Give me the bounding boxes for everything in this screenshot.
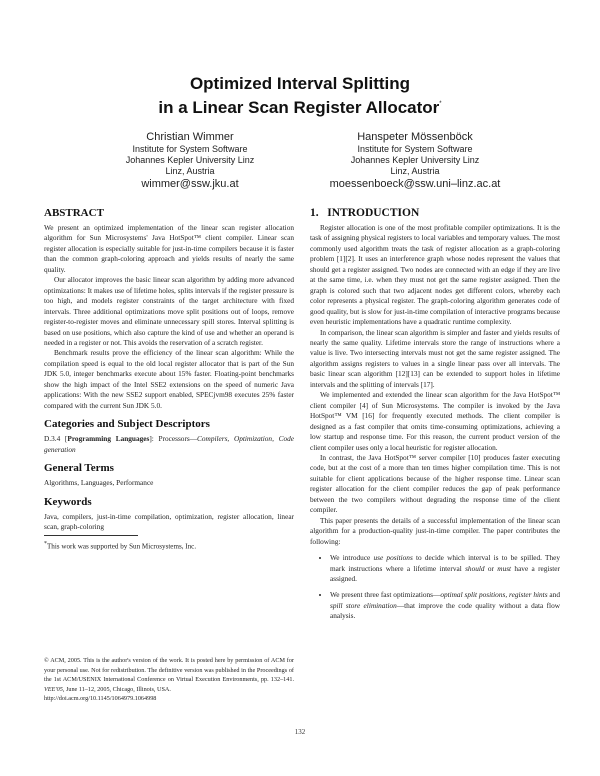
- author-location: Linz, Austria: [165, 166, 215, 176]
- paper-title: [0, 73, 600, 118]
- author-block-1: [80, 131, 300, 192]
- abstract-heading: ABSTRACT: [44, 207, 104, 219]
- title-line-2: in a Linear Scan Register Allocator*: [158, 98, 442, 117]
- author-name: Hanspeter Mössenböck: [357, 131, 473, 143]
- author-institute: Institute for System Software: [357, 144, 473, 154]
- list-item: • We present three fast optimizations—optimal split positions, register hints and spill store elimination—that improve the code quality without a data flow analysis.: [330, 590, 560, 621]
- doi-link[interactable]: http://doi.acm.org/10.1145/1064979.1064998: [44, 695, 157, 702]
- intro-paragraph: We implemented and extended the linear scan algorithm for the Java HotSpot™ client compiler [4] of Sun Microsystems. The compiler is invoked by the Java HotSpot™ VM [16] for frequently executed methods. The client compiler is designed as a fast compiler that omits time-consuming optimizations, achieving a low startup and response time. For this reason, the current product version of the client compiler uses only a local heuristic for register allocation.: [310, 390, 560, 452]
- abstract-paragraph: We present an optimized implementation of the linear scan register allocation algorithm for Sun Microsystems' Java HotSpot™ client compiler. Linear scan register allocation is especially suitable for just-in-time compilers because it is faster than the common graph-coloring approach and yields results of nearly the same quality.: [44, 223, 294, 274]
- categories-text: D.3.4 [Programming Languages]: Processors—Compilers, Optimization, Code generation: [44, 434, 294, 454]
- contributions-list: [310, 553, 560, 622]
- general-terms-heading: General Terms: [44, 462, 114, 475]
- title-line-1: Optimized Interval Splitting: [189, 74, 411, 93]
- author-name: Christian Wimmer: [146, 131, 234, 143]
- author-block-2: [300, 131, 530, 192]
- author-email[interactable]: wimmer@ssw.jku.at: [141, 178, 239, 190]
- copyright-notice: © ACM, 2005. This is the author's version of the work. It is posted here by permission of ACM for your personal use. Not for redistribution. The definitive version was published in the Proceedings of the 1st ACM/USENIX International Conference on Virtual Execution Environments, pp. 132–141. VEE'05, June 11–12, 2005, Chicago, Illinois, USA. http://doi.acm.org/10.1145/1064979.1064998: [44, 657, 294, 702]
- general-terms-text: Algorithms, Languages, Performance: [44, 478, 154, 488]
- page-number: 132: [294, 728, 306, 736]
- abstract-paragraph: Benchmark results prove the efficiency of the linear scan algorithm: While the compilation speed is equal to the old local register allocator that is part of the Sun JDK 5.0, integer benchmarks execute about 15% faster. Floating-point benchmarks show the high impact of the Intel SSE2 extensions on the speed of numeric Java applications: With the new SSE2 support enabled, SPECjvm98 executes 25% faster compared with the current Sun JDK 5.0.: [44, 348, 294, 410]
- introduction-heading: 1. INTRODUCTION: [310, 207, 420, 219]
- author-location: Linz, Austria: [390, 166, 440, 176]
- keywords-text: Java, compilers, just-in-time compilation, optimization, register allocation, linear scan, graph-coloring: [44, 511, 294, 531]
- intro-paragraph: Register allocation is one of the most profitable compiler optimizations. It is the task of assigning physical registers to local variables and temporary values. The most commonly used algorithm treats the task of register allocation as a graph-coloring problem [1][2]. It uses an interference graph whose nodes represent the values that should get a register assigned. Two nodes are connected with an edge if they are live at the same time, i.e. when they must not get the same register assigned. Then the graph is colored such that two adjacent nodes get different colors, whereby each color represents a physical register. The graph-coloring algorithm generates code of good quality, but is slow for just-in-time compilation of interactive programs because even heuristic implementations have a quadratic runtime complexity.: [310, 223, 560, 327]
- intro-paragraph: In comparison, the linear scan algorithm is simpler and faster and yields results of nearly the same quality. Lifetime intervals store the range of instructions where a value is live. Two intersecting intervals must not get the same register assigned. The algorithm assigns registers to values in a single linear pass over all intervals. The basic linear scan algorithm [12][13] can be extended to support holes in lifetime intervals and the splitting of intervals [17].: [310, 327, 560, 389]
- abstract-paragraph: Our allocator improves the basic linear scan algorithm by adding more advanced optimizations: It makes use of lifetime holes, splits intervals if the register pressure is too high, and models register constraints of the target architecture with fixed intervals. Three additional optimizations move split positions out of loops, remove register-to-register moves and eliminate unnecessary spill stores. Interval splitting is based on use positions, which also capture the kind of use and whether an operand is needed in a register or not. This avoids the reservation of a scratch register.: [44, 275, 294, 347]
- categories-heading: Categories and Subject Descriptors: [44, 418, 210, 431]
- author-email[interactable]: moessenboeck@ssw.uni–linz.ac.at: [329, 178, 501, 190]
- footnote: *This work was supported by Sun Microsystems, Inc.: [44, 541, 197, 551]
- title-footnote-mark: *: [439, 101, 442, 107]
- footnote-rule: [44, 535, 138, 536]
- left-column: [44, 207, 294, 552]
- author-university: Johannes Kepler University Linz: [125, 155, 255, 165]
- author-university: Johannes Kepler University Linz: [350, 155, 480, 165]
- author-institute: Institute for System Software: [132, 144, 248, 154]
- list-item: • We introduce use positions to decide which interval is to be spilled. They mark instructions where a lifetime interval should or must have a register assigned.: [330, 553, 560, 584]
- intro-paragraph: In contrast, the Java HotSpot™ server compiler [10] produces faster executing code, but at the cost of a more than ten times higher compilation time. This is not suitable for client applications because of the higher response time. Linear scan register allocation for the client compiler reduces the gap of peak performance between the two compilers without degrading the response time of the client compiler.: [310, 452, 560, 515]
- intro-paragraph: This paper presents the details of a successful implementation of the linear scan algorithm for a production-quality just-in-time compiler. The paper contributes the following:: [310, 515, 560, 546]
- keywords-heading: Keywords: [44, 495, 92, 508]
- right-column: [310, 207, 560, 628]
